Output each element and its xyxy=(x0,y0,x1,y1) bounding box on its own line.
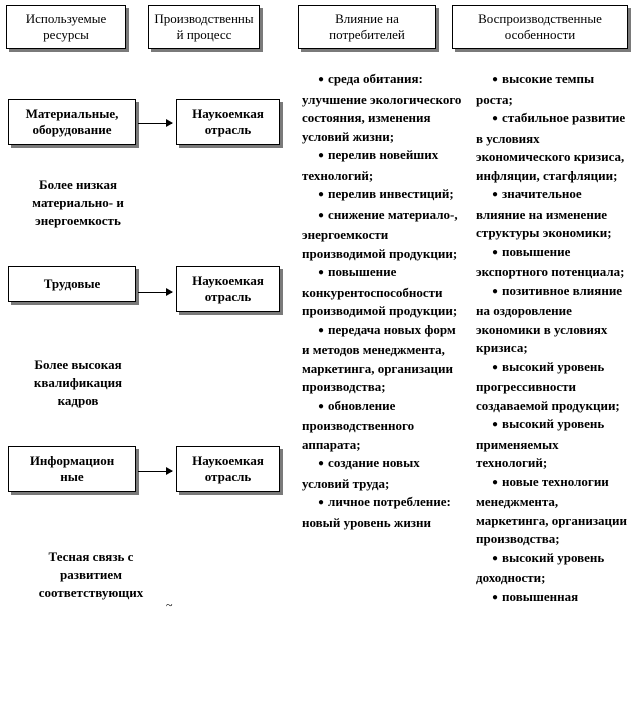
consumer-impact-text: личное потребление: новый уровень жизни xyxy=(302,494,451,530)
bullet-icon: ● xyxy=(492,285,499,297)
reproduction-feature-text: высокие темпы роста; xyxy=(476,71,595,107)
resource-box-material xyxy=(8,99,136,145)
list-item xyxy=(302,454,466,493)
reproduction-feature-text: высокий уровень доходности; xyxy=(476,549,605,585)
bullet-icon: ● xyxy=(492,113,499,124)
header-resources-label: Используемые ресурсы xyxy=(25,11,107,42)
list-item xyxy=(476,588,628,609)
consumer-impact-list xyxy=(302,70,466,658)
consumer-impact-text: создание новых условий труда; xyxy=(302,455,420,491)
list-item xyxy=(476,70,628,109)
consumer-impact-text: обновление производственного аппарата; xyxy=(302,397,415,452)
list-item xyxy=(302,493,466,532)
bullet-icon: ● xyxy=(318,150,325,161)
note-labor-text: Более высокая квалификация кадров xyxy=(33,357,123,408)
resource-label-material: Материальные, оборудование xyxy=(25,106,119,137)
process-box-material xyxy=(176,99,280,145)
resource-box-labor xyxy=(8,266,136,302)
process-box-labor xyxy=(176,266,280,312)
bullet-icon: ● xyxy=(318,497,325,508)
list-item xyxy=(476,415,628,473)
bullet-icon: ● xyxy=(318,267,325,278)
header-consumer-impact xyxy=(298,5,436,49)
process-box-information xyxy=(176,446,280,492)
bullet-icon: ● xyxy=(492,552,499,564)
bullet-icon: ● xyxy=(492,419,499,430)
reproduction-feature-text: стабильное развитие в условиях экономического кризиса, инфляции, стагфляции; xyxy=(476,110,626,183)
list-item xyxy=(302,397,466,455)
reproduction-feature-text: высокий уровень прогрессивности создаваемой продукции; xyxy=(476,358,620,413)
bullet-icon: ● xyxy=(492,476,499,488)
note-material xyxy=(14,176,142,230)
bullet-icon: ● xyxy=(318,458,325,469)
reproduction-feature-text: новые технологии менеджмента, маркетинга, организации производства; xyxy=(476,473,628,546)
process-label-information: Наукоемкая отрасль xyxy=(192,453,264,484)
bullet-icon: ● xyxy=(318,324,325,336)
header-process-label: Производственный процесс xyxy=(154,11,254,42)
header-reproduction-label: Воспроизводственные особенности xyxy=(478,11,602,42)
bullet-icon: ● xyxy=(318,400,325,412)
list-item xyxy=(302,206,466,264)
note-material-text: Более низкая материально- и энергоемкость xyxy=(32,177,124,228)
bullet-icon: ● xyxy=(492,361,499,373)
reproduction-feature-text: значительное влияние на изменение структуры экономики; xyxy=(476,186,612,240)
reproduction-feature-text: позитивное влияние на оздоровление экономики в условиях кризиса; xyxy=(476,282,623,355)
bullet-icon: ● xyxy=(318,74,325,85)
list-item xyxy=(476,549,628,588)
reproduction-feature-text: повышенная xyxy=(502,588,579,604)
tilde-mark: ~ xyxy=(166,598,173,612)
reproduction-feature-text: повышение экспортного потенциала; xyxy=(476,243,625,279)
arrow-labor xyxy=(138,292,172,293)
bullet-icon: ● xyxy=(492,591,499,603)
list-item xyxy=(302,321,466,397)
list-item xyxy=(476,473,628,549)
list-item xyxy=(476,358,628,416)
consumer-impact-text: перелив новейших технологий; xyxy=(302,147,439,183)
header-resources xyxy=(6,5,126,49)
bullet-icon: ● xyxy=(492,74,499,85)
consumer-impact-text: среда обитания: улучшение экологического состояния, изменения условий жизни; xyxy=(302,71,462,144)
reproduction-feature-text: высокий уровень применяемых технологий; xyxy=(476,416,605,470)
consumer-impact-text: повышение конкурентоспособности производимой продукции; xyxy=(302,264,458,318)
reproduction-features-list xyxy=(476,70,628,710)
list-item xyxy=(302,185,466,206)
list-item xyxy=(476,109,628,185)
bullet-icon: ● xyxy=(318,209,325,221)
list-item xyxy=(302,146,466,185)
header-consumer-impact-label: Влияние на потребителей xyxy=(329,11,405,42)
bullet-icon: ● xyxy=(492,246,499,258)
list-item xyxy=(476,243,628,282)
consumer-impact-text: передача новых форм и методов менеджмента, маркетинга, организации производства; xyxy=(302,321,456,394)
note-information xyxy=(26,548,156,602)
list-item xyxy=(302,263,466,321)
process-label-material: Наукоемкая отрасль xyxy=(192,106,264,137)
list-item xyxy=(302,70,466,146)
consumer-impact-text: перелив инвестиций; xyxy=(328,186,454,201)
list-item xyxy=(476,282,628,358)
arrow-information xyxy=(138,471,172,472)
bullet-icon: ● xyxy=(318,189,325,200)
resource-box-information xyxy=(8,446,136,492)
resource-label-labor: Трудовые xyxy=(43,276,101,291)
header-process xyxy=(148,5,260,49)
bullet-icon: ● xyxy=(492,189,499,200)
list-item xyxy=(476,185,628,243)
note-labor xyxy=(14,356,142,410)
arrow-material xyxy=(138,123,172,124)
process-label-labor: Наукоемкая отрасль xyxy=(192,273,264,304)
resource-label-information: Информационные xyxy=(29,453,115,484)
consumer-impact-text: снижение материало-, энергоемкости производимой продукции; xyxy=(302,206,458,261)
note-information-text: Тесная связь с развитием соответствующих xyxy=(38,549,144,600)
header-reproduction xyxy=(452,5,628,49)
